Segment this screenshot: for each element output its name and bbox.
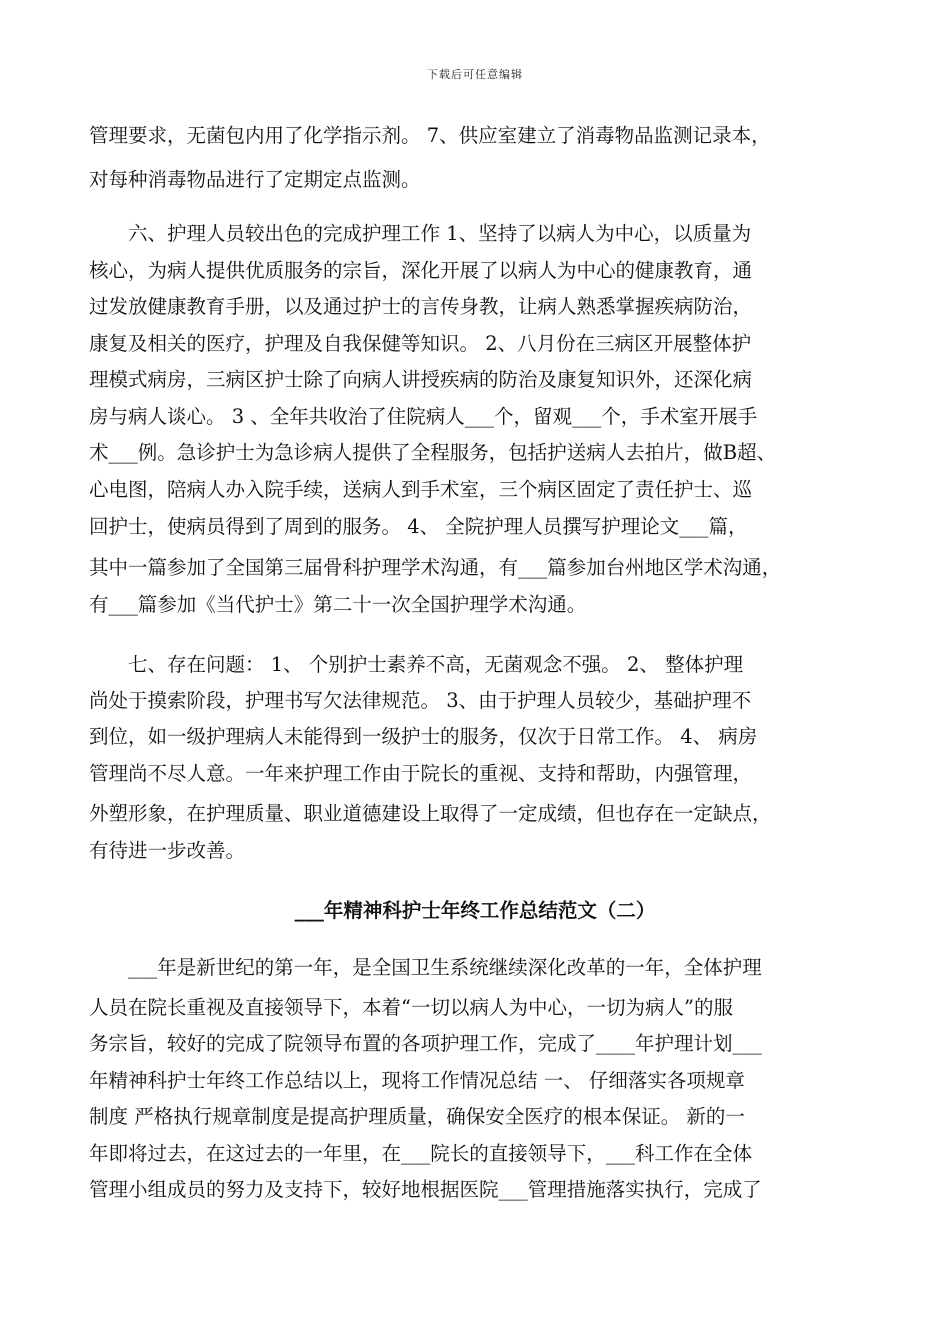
body-text-line: 房与病人谈心。 3 、全年共收治了住院病人___个，留观___个，手术室开展手	[89, 405, 758, 428]
body-text-line: 对每种消毒物品进行了定期定点监测。	[89, 168, 421, 191]
body-text-line: 尚处于摸索阶段，护理书写欠法律规范。 3、由于护理人员较少，基础护理不	[89, 689, 752, 712]
body-text-line: 回护士，使病员得到了周到的服务。 4、 全院护理人员撰写护理论文___篇，	[89, 515, 748, 538]
body-text-line: 术___例。急诊护士为急诊病人提供了全程服务，包括护送病人去拍片，做B超、	[89, 441, 777, 464]
body-text-line: 年即将过去，在这过去的一年里，在___院长的直接领导下，___科工作在全体	[89, 1142, 753, 1165]
body-text-line: 心电图，陪病人办入院手续，送病人到手术室，三个病区固定了责任护士、巡	[89, 478, 753, 501]
body-text-line: 康复及相关的医疗，护理及自我保健等知识。 2、八月份在三病区开展整体护	[89, 332, 752, 355]
body-text-line: 有待进一步改善。	[89, 839, 246, 862]
body-text-line: 管理要求，无菌包内用了化学指示剂。 7、供应室建立了消毒物品监测记录本，	[89, 124, 771, 147]
body-text-line: 过发放健康教育手册，以及通过护士的言传身教，让病人熟悉掌握疾病防治，	[89, 295, 753, 318]
body-text-line: 外塑形象，在护理质量、职业道德建设上取得了一定成绩，但也存在一定缺点，	[89, 802, 772, 825]
body-text-line: 六、护理人员较出色的完成护理工作 1、坚持了以病人为中心，以质量为	[89, 222, 752, 245]
body-text-line: 有___篇参加《当代护士》第二十一次全国护理学术沟通。	[89, 593, 587, 616]
body-text-line: 其中一篇参加了全国第三届骨科护理学术沟通，有___篇参加台州地区学术沟通，	[89, 556, 782, 579]
section-title: ___年精神科护士年终工作总结范文（二）	[294, 899, 656, 922]
body-text-line: 七、存在问题： 1、 个别护士素养不高，无菌观念不强。 2、 整体护理	[89, 653, 744, 676]
body-text-line: 年精神科护士年终工作总结以上，现将工作情况总结 一、 仔细落实各项规章	[89, 1069, 745, 1092]
body-text-line: 核心，为病人提供优质服务的宗旨，深化开展了以病人为中心的健康教育，通	[89, 259, 753, 282]
body-text-line: 务宗旨，较好的完成了院领导布置的各项护理工作，完成了____年护理计划___	[89, 1032, 762, 1055]
body-text-line: 制度 严格执行规章制度是提高护理质量，确保安全医疗的根本保证。 新的一	[89, 1105, 745, 1128]
page-header-note: 下载后可任意编辑	[427, 68, 523, 81]
body-text-line: 到位，如一级护理病人未能得到一级护士的服务，仅次于日常工作。 4、 病房	[89, 725, 758, 748]
body-text-line: 管理小组成员的努力及支持下，较好地根据医院___管理措施落实执行，完成了	[89, 1178, 762, 1201]
body-text-line: 理模式病房，三病区护士除了向病人讲授疾病的防治及康复知识外，还深化病	[89, 368, 753, 391]
body-text-line: 管理尚不尽人意。一年来护理工作由于院长的重视、支持和帮助，内强管理，	[89, 762, 753, 785]
body-text-line: 人员在院长重视及直接领导下，本着“一切以病人为中心，一切为病人”的服	[89, 996, 733, 1019]
body-text-line: ___年是新世纪的第一年，是全国卫生系统继续深化改革的一年，全体护理	[89, 956, 762, 979]
